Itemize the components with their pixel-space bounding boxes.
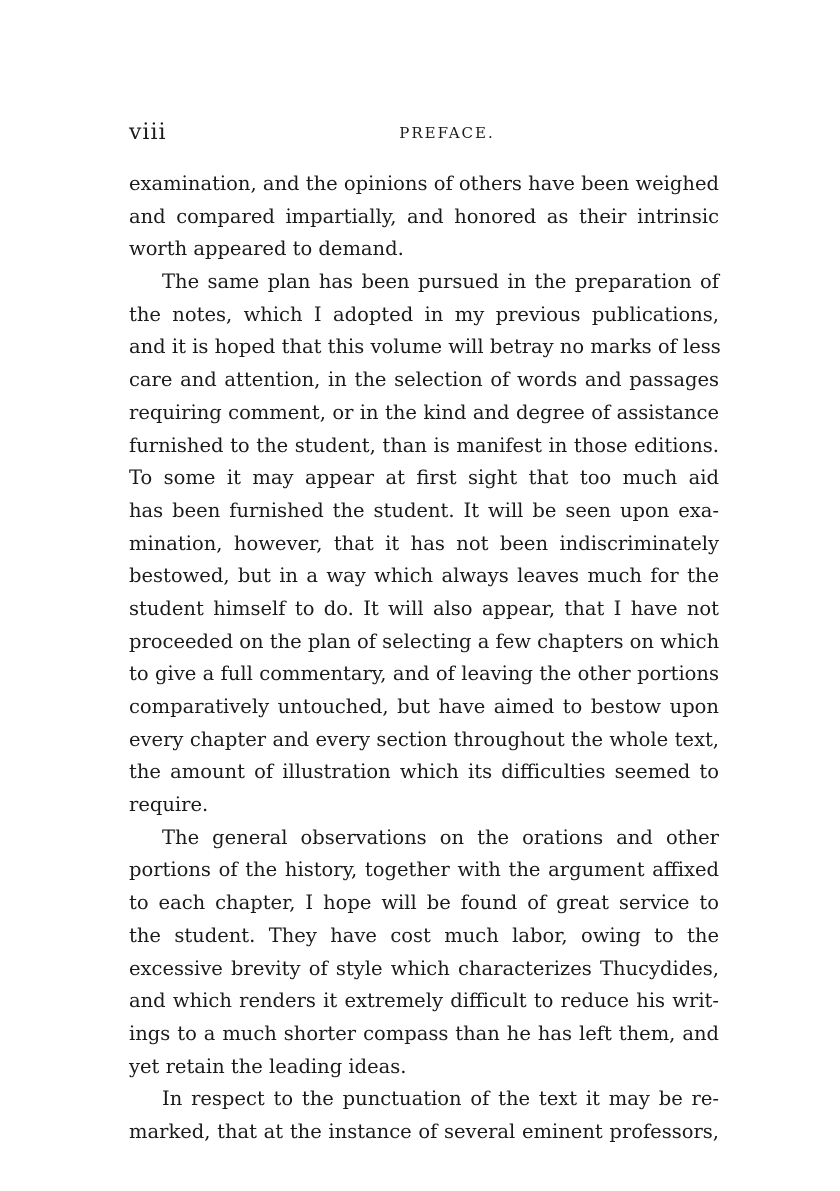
text-line: student himself to do. It will also appear, that I have not — [129, 596, 719, 620]
text-line: has been furnished the student. It will be seen upon exa- — [129, 498, 719, 522]
paragraph-start-line: The same plan has been pursued in the preparation of — [162, 270, 719, 294]
text-line: ings to a much shorter compass than he has left them, and — [129, 1021, 719, 1045]
text-line: and compared impartially, and honored as their intrinsic — [129, 204, 719, 228]
paragraph-start-line: The general observations on the orations and other — [162, 825, 719, 849]
text-line: care and attention, in the selection of words and passages — [129, 368, 719, 392]
text-line: proceeded on the plan of selecting a few chapters on which — [129, 629, 720, 653]
text-line: mination, however, that it has not been indiscriminately — [129, 531, 719, 555]
paragraph-start-line: In respect to the punctuation of the text it may be re- — [162, 1087, 719, 1111]
text-line: marked, that at the instance of several eminent professors, — [129, 1119, 719, 1143]
text-line: comparatively untouched, but have aimed to bestow upon — [129, 695, 719, 718]
text-line: to each chapter, I hope will be found of great service to — [129, 891, 719, 915]
page-number: viii — [129, 120, 167, 145]
text-line: worth appeared to demand. — [129, 237, 404, 261]
body-text — [129, 168, 719, 1149]
text-line: To some it may appear at first sight that too much aid — [129, 466, 719, 490]
text-line: to give a full commentary, and of leaving the other portions — [129, 662, 719, 686]
text-line: yet retain the leading ideas. — [129, 1054, 407, 1078]
text-line: excessive brevity of style which characterizes Thucydides, — [129, 956, 719, 980]
text-line: the notes, which I adopted in my previous publications, — [129, 302, 719, 326]
running-head: PREFACE. — [399, 124, 495, 142]
page-header — [129, 120, 720, 150]
text-line: the amount of illustration which its difficulties seemed to — [129, 760, 719, 784]
text-line: portions of the history, together with the argument affixed — [129, 858, 719, 882]
text-line: the student. They have cost much labor, owing to the — [129, 923, 719, 947]
text-line: and it is hoped that this volume will betray no marks of less — [129, 335, 721, 359]
text-line: requiring comment, or in the kind and degree of assistance — [129, 400, 719, 424]
text-line: bestowed, but in a way which always leaves much for the — [129, 564, 719, 588]
text-line: furnished to the student, than is manifest in those editions. — [129, 433, 719, 457]
text-line: every chapter and every section throughout the whole text, — [129, 727, 719, 751]
text-line: examination, and the opinions of others have been weighed — [129, 172, 719, 195]
text-line: and which renders it extremely difficult to reduce his writ- — [129, 989, 719, 1013]
text-line: require. — [129, 793, 209, 817]
